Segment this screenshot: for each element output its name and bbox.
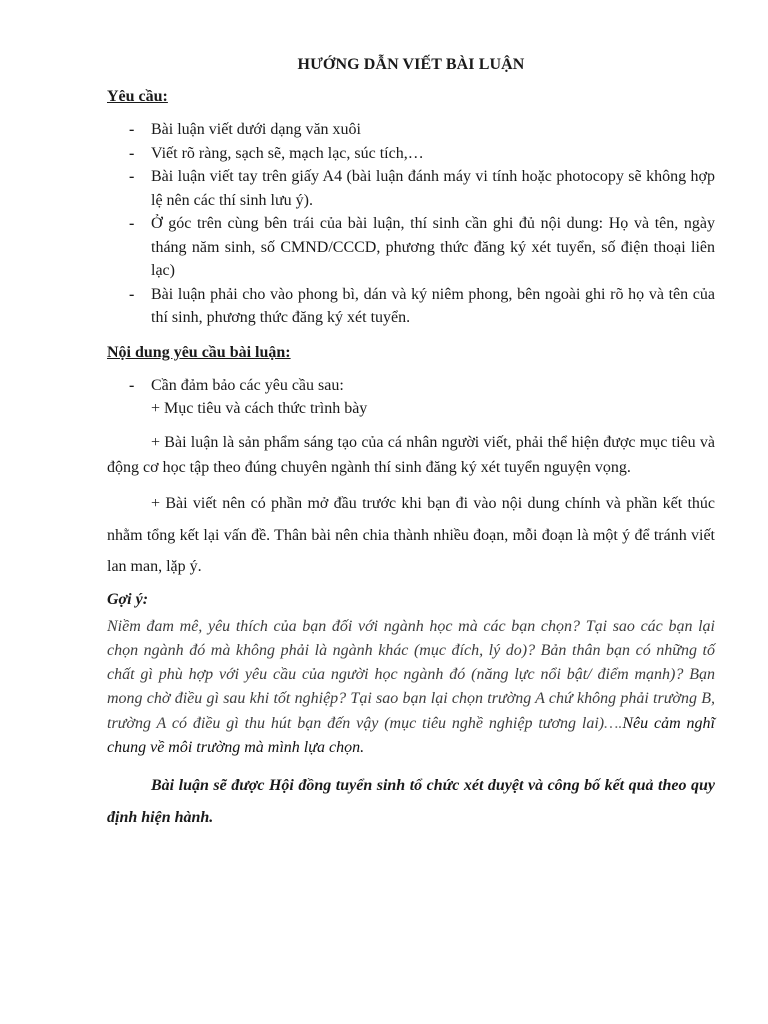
list-item-text: Bài luận phải cho vào phong bì, dán và ký niêm phong, bên ngoài ghi rõ họ và tên của thí sinh, phương thức đăng ký xét tuyển. [151,285,715,326]
content-requirements-heading: Nội dung yêu cầu bài luận: [107,343,291,361]
list-item [107,212,715,283]
content-requirements-list [107,374,715,398]
dash-bullet-icon: - [129,168,135,185]
document-page [107,56,715,834]
hint-heading: Gợi ý: [107,590,149,608]
list-item [107,118,715,142]
content-paragraph-1: + Bài luận là sản phẩm sáng tạo của cá nhân người viết, phải thể hiện được mục tiêu và động cơ học tập theo đúng chuyên ngành thí sinh đăng ký xét tuyển nguyện vọng. [107,434,715,476]
list-item [107,142,715,166]
list-item-text: Cần đảm bảo các yêu cầu sau: [151,376,344,394]
list-item [107,165,715,212]
hint-tail: Nêu cảm nghĩ chung về môi trường mà mình lựa chọn. [107,714,716,756]
list-item-text: Bài luận viết tay trên giấy A4 (bài luận đánh máy vi tính hoặc photocopy sẽ không hợp lệ nên các thí sinh lưu ý). [151,168,715,209]
list-item-text: Bài luận viết dưới dạng văn xuôi [151,121,361,138]
hint-text: Niềm đam mê, yêu thích của bạn đối với ngành học mà các bạn chọn? Tại sao các bạn lại chọn ngành đó mà không phải là ngành khác (mục đích, lý do)? Bản thân bạn có những tố chất gì phù hợp với yêu cầu của người học ngành đó (năng lực nổi bật/ điểm mạnh)? Bạn mong chờ điều gì sau khi tốt nghiệp? Tại sao bạn lại chọn trường A chứ không phải trường B, trường A có điều gì thu hút bạn đến vậy (mục tiêu nghề nghiệp tương lai) [107,617,715,732]
list-item-text: Ở góc trên cùng bên trái của bài luận, thí sinh cần ghi đủ nội dung: Họ và tên, ngày tháng năm sinh, số CMND/CCCD, phương thức đăng ký xét tuyển, số điện thoại liên lạc) [151,215,715,279]
hint-ellipsis: …. [604,714,623,732]
sub-item: + Mục tiêu và cách thức trình bày [151,400,368,417]
hint-body [107,615,715,761]
requirements-heading: Yêu cầu: [107,88,168,105]
dash-bullet-icon: - [129,376,135,394]
dash-bullet-icon: - [129,285,135,303]
dash-bullet-icon: - [129,144,135,162]
document-title: HƯỚNG DẪN VIẾT BÀI LUẬN [297,56,525,73]
dash-bullet-icon: - [129,121,135,138]
requirements-list [107,118,715,330]
list-item [107,374,715,398]
dash-bullet-icon: - [129,215,135,232]
list-item [107,283,715,330]
closing-statement: Bài luận sẽ được Hội đồng tuyển sinh tổ chức xét duyệt và công bố kết quả theo quy định hiện hành. [107,777,715,827]
content-paragraph-2: + Bài viết nên có phần mở đầu trước khi bạn đi vào nội dung chính và phần kết thúc nhằm tổng kết lại vấn đề. Thân bài nên chia thành nhiều đoạn, mỗi đoạn là một ý để tránh viết lan man, lặp ý. [107,495,715,575]
list-item-text: Viết rõ ràng, sạch sẽ, mạch lạc, súc tích,… [151,144,424,162]
